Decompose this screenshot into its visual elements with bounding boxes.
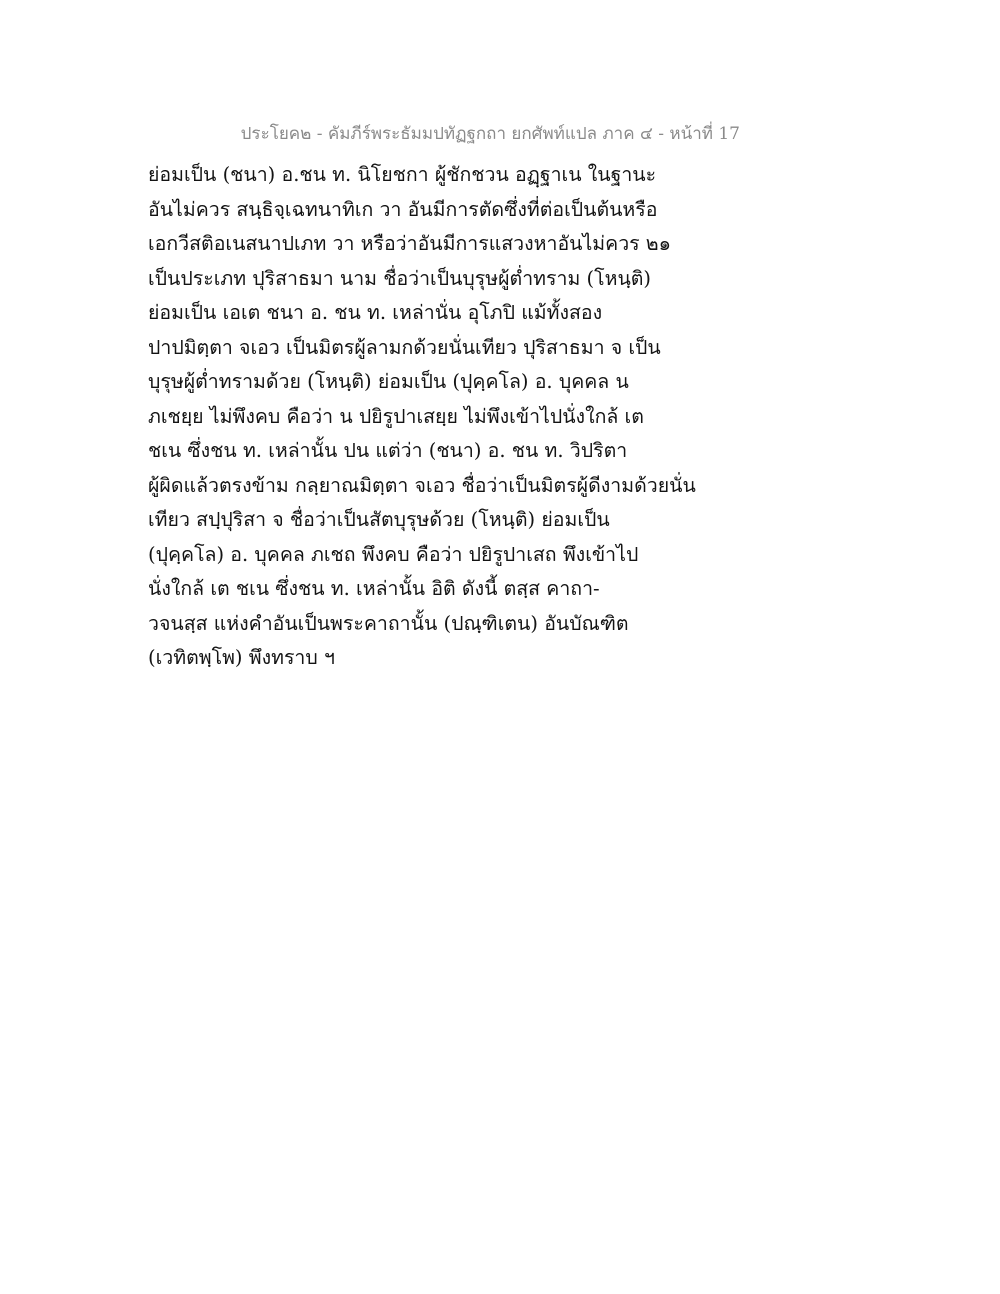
text-line: ชเน ซึ่งชน ท. เหล่านั้น ปน แต่ว่า (ชนา) อ. ชน ท. วิปริตา xyxy=(148,439,628,462)
text-line: อันไม่ควร สนฺธิจฺเฉทนาทิเก วา อันมีการตัดซึ่งที่ต่อเป็นต้นหรือ xyxy=(148,197,658,221)
text-line: ผู้ผิดแล้วตรงข้าม กลฺยาณมิตฺตา จเอว ชื่อว่าเป็นมิตรผู้ดีงามด้วยนั่น xyxy=(148,473,696,497)
text-line: ย่อมเป็น (ชนา) อ.ชน ท. นิโยชกา ผู้ชักชวน อฏฺฐาเน ในฐานะ xyxy=(148,163,657,186)
text-line: บุรุษผู้ต่ำทรามด้วย (โหนฺติ) ย่อมเป็น (ปุคฺคโล) อ. บุคคล น xyxy=(148,370,629,393)
text-line: ย่อมเป็น เอเต ชนา อ. ชน ท. เหล่านั่น อุโภปิ แม้ทั้งสอง xyxy=(148,301,603,324)
text-line: ปาปมิตฺตา จเอว เป็นมิตรผู้ลามกด้วยนั่นเทียว ปุริสาธมา จ เป็น xyxy=(148,335,661,359)
text-line: เป็นประเภท ปุริสาธมา นาม ชื่อว่าเป็นบุรุษผู้ต่ำทราม (โหนฺติ) xyxy=(148,266,652,290)
text-line: ภเชยฺย ไม่พึงคบ คือว่า น ปยิรูปาเสยฺย ไม่พึงเข้าไปนั่งใกล้ เต xyxy=(148,404,644,428)
running-header: ประโยค๒ - คัมภีร์พระธัมมปทัฏฐกถา ยกศัพท์แปล ภาค ๔ - หน้าที่ 17 xyxy=(240,124,740,144)
text-line: เทียว สปฺปุริสา จ ชื่อว่าเป็นสัตบุรุษด้วย (โหนฺติ) ย่อมเป็น xyxy=(148,508,610,531)
text-line: (ปุคฺคโล) อ. บุคคล ภเชถ พึงคบ คือว่า ปยิรูปาเสถ พึงเข้าไป xyxy=(148,542,639,566)
text-line: วจนสฺส แห่งคำอันเป็นพระคาถานั้น (ปณฺฑิเตน) อันบัณฑิต xyxy=(148,611,629,635)
text-line: เอกวีสติอเนสนาปเภท วา หรือว่าอันมีการแสวงหาอันไม่ควร ๒๑ xyxy=(148,232,672,255)
body-text xyxy=(148,158,748,676)
text-line: (เวทิตพฺโพ) พึงทราบ ฯ xyxy=(148,646,335,669)
text-line: นั่งใกล้ เต ชเน ซึ่งชน ท. เหล่านั้น อิติ ดังนี้ ตสฺส คาถา- xyxy=(148,577,600,600)
